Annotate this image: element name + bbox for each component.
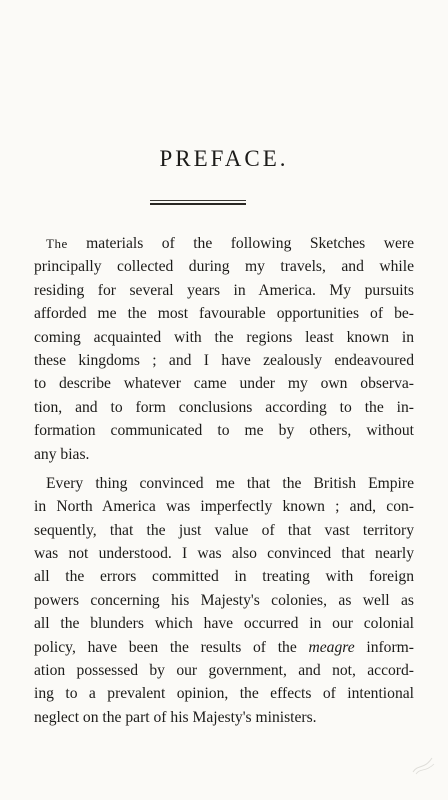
text-line: Every thing convinced me that the British Empire <box>46 474 414 492</box>
paragraph-1 <box>34 232 414 466</box>
text-line: these kingdoms ; and I have zealously endeavoured <box>34 351 414 369</box>
text-line: sequently, that the just value of that vast territory <box>34 521 414 539</box>
text-line: formation communicated to me by others, without <box>34 422 414 440</box>
page-title: PREFACE. <box>159 146 289 171</box>
lead-word: The <box>46 236 68 251</box>
text-line: to describe whatever came under my own observa- <box>34 375 414 393</box>
text-line: ation possessed by our government, and not, accord- <box>34 662 414 680</box>
text-line: principally collected during my travels, and while <box>34 258 414 276</box>
divider-thin-line <box>150 200 246 201</box>
text-line: any bias. <box>34 445 90 463</box>
text-line: afforded me the most favourable opportunities of be- <box>34 305 414 323</box>
divider-thick-line <box>150 203 246 205</box>
text-line: neglect on the part of his Majesty's ministers. <box>34 708 317 726</box>
text-line: ing to a prevalent opinion, the effects of intentional <box>34 685 414 703</box>
text-line: in North America was imperfectly known ; and, con- <box>34 498 414 516</box>
text-line: tion, and to form conclusions according to the in- <box>34 398 414 416</box>
text-line: was not understood. I was also convinced that nearly <box>34 545 414 563</box>
text-line: all the blunders which have occurred in our colonial <box>34 615 414 633</box>
paragraph-2 <box>34 472 414 729</box>
italic-word: meagre <box>308 638 355 656</box>
text-line: residing for several years in America. My pursuits <box>34 281 414 299</box>
title-divider <box>150 200 246 205</box>
text-line: coming acquainted with the regions least known in <box>34 328 414 346</box>
text-line: The materials of the following Sketches were <box>46 235 414 252</box>
text-line: powers concerning his Majesty's colonies, as well as <box>34 591 414 609</box>
text-line: policy, have been the results of the meagre inform- <box>34 638 414 656</box>
library-stamp-icon <box>410 754 436 776</box>
text-line: all the errors committed in treating with foreign <box>34 568 414 586</box>
preface-body <box>34 232 414 729</box>
